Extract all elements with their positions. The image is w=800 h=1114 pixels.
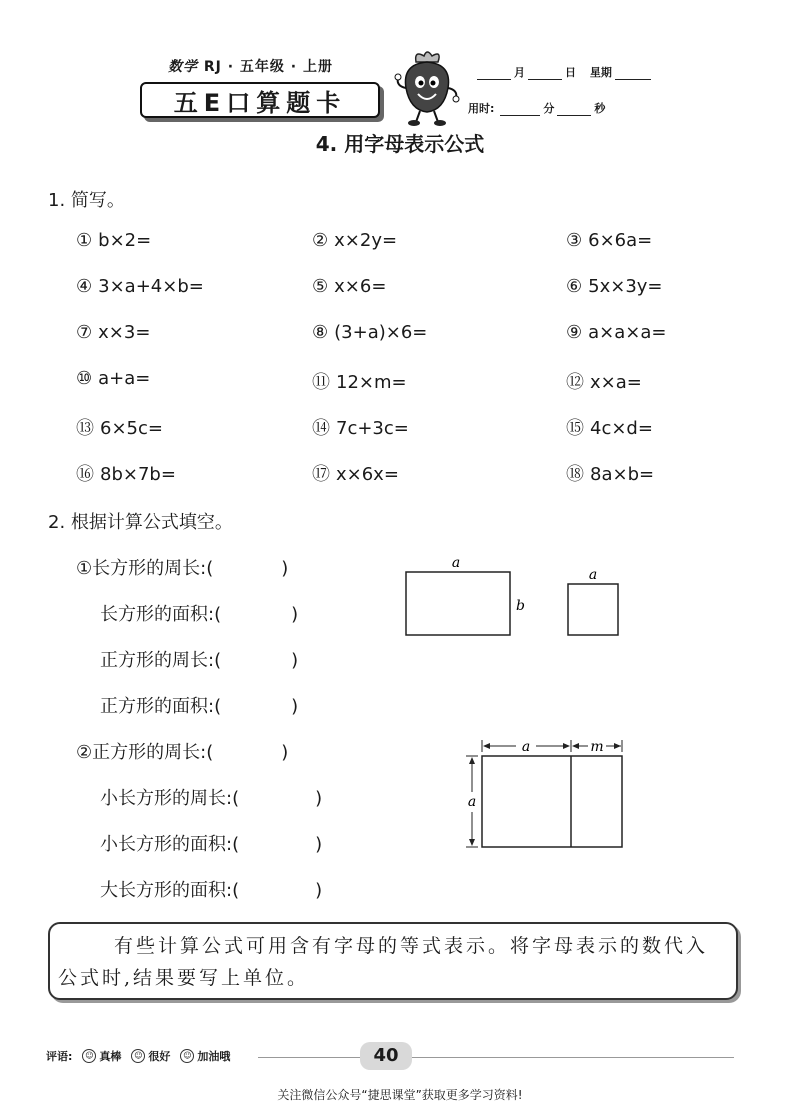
page-number: 40 xyxy=(360,1042,412,1070)
exercise-item: ⑬ 6×5c= xyxy=(76,418,163,439)
top-a-label: a xyxy=(521,739,531,755)
top-m-label: m xyxy=(590,739,604,755)
fill-blank: 小长方形的周长:( ) xyxy=(100,788,323,809)
month-label: 月 xyxy=(514,66,525,79)
exercise-item: ⑱ 8a×b= xyxy=(566,464,655,485)
section2-title: 2. 根据计算公式填空。 xyxy=(48,512,233,533)
eval-label: 评语: xyxy=(46,1050,73,1063)
note-text: 有些计算公式可用含有字母的等式表示。将字母表示的数代入公式时,结果要写上单位。 xyxy=(58,935,709,989)
figure-rect-square xyxy=(400,550,630,650)
section1-title: 1. 简写。 xyxy=(48,190,125,211)
minute-label: 分 xyxy=(543,102,555,115)
grade-label: RJ · 五年级 · 上册 xyxy=(203,59,333,75)
evaluation-row xyxy=(46,1048,230,1064)
exercise-item: ④ 3×a+4×b= xyxy=(76,276,204,297)
exercise-item: ⑨ a×a×a= xyxy=(566,322,667,343)
weekday-label: 星期 xyxy=(589,66,612,79)
exercise-item: ① b×2= xyxy=(76,230,152,251)
header-subject xyxy=(168,56,333,76)
date-line xyxy=(474,64,654,80)
exercise-item: ⑦ x×3= xyxy=(76,322,151,343)
big-rectangle-shape xyxy=(482,756,622,847)
fill-blank: 长方形的面积:( ) xyxy=(100,604,299,625)
exercise-item: ⑪ 12×m= xyxy=(312,372,407,393)
brand-title: 五E口算题卡 xyxy=(140,82,380,118)
square-shape xyxy=(568,584,618,635)
exercise-item: ⑩ a+a= xyxy=(76,368,151,389)
footer-divider xyxy=(258,1057,734,1058)
eval-great: 真棒 xyxy=(99,1050,122,1063)
exercise-item: ⑤ x×6= xyxy=(312,276,387,297)
exercise-item: ⑥ 5x×3y= xyxy=(566,276,663,297)
great-face-icon: ☺ xyxy=(82,1049,96,1063)
exercise-item: ⑧ (3+a)×6= xyxy=(312,322,428,343)
day-label: 日 xyxy=(565,66,576,79)
fill-blank: ②正方形的周长:( ) xyxy=(76,742,289,763)
exercise-item: ⑫ x×a= xyxy=(566,372,642,393)
fill-blank: 正方形的面积:( ) xyxy=(100,696,299,717)
exercise-item: ② x×2y= xyxy=(312,230,398,251)
eval-cheer: 加油哦 xyxy=(197,1050,231,1063)
time-line xyxy=(468,100,605,116)
exercise-item: ⑰ x×6x= xyxy=(312,464,399,485)
rect-side-label: b xyxy=(516,598,525,614)
exercise-item: ⑯ 8b×7b= xyxy=(76,464,176,485)
figure-square-rect xyxy=(458,736,638,856)
fill-blank: ①长方形的周长:( ) xyxy=(76,558,289,579)
square-top-label: a xyxy=(588,567,598,583)
lesson-title: 4. 用字母表示公式 xyxy=(315,132,485,156)
subject-label: 数学 xyxy=(168,59,198,75)
cheer-face-icon: ☺ xyxy=(180,1049,194,1063)
exercise-item: ⑭ 7c+3c= xyxy=(312,418,409,439)
exercise-item: ⑮ 4c×d= xyxy=(566,418,653,439)
second-label: 秒 xyxy=(594,102,606,115)
left-a-label: a xyxy=(467,794,477,810)
fill-blank: 大长方形的面积:( ) xyxy=(100,880,323,901)
exercise-item: ③ 6×6a= xyxy=(566,230,653,251)
fill-blank: 小长方形的面积:( ) xyxy=(100,834,323,855)
fill-blank: 正方形的周长:( ) xyxy=(100,650,299,671)
eval-good: 很好 xyxy=(148,1050,171,1063)
wechat-notice: 关注微信公众号“捷思课堂”获取更多学习资料! xyxy=(277,1088,523,1102)
rectangle-shape xyxy=(406,572,510,635)
good-face-icon: ☺ xyxy=(131,1049,145,1063)
mascot-icon xyxy=(394,48,460,128)
rect-top-label: a xyxy=(451,555,461,571)
time-label: 用时: xyxy=(468,102,495,115)
